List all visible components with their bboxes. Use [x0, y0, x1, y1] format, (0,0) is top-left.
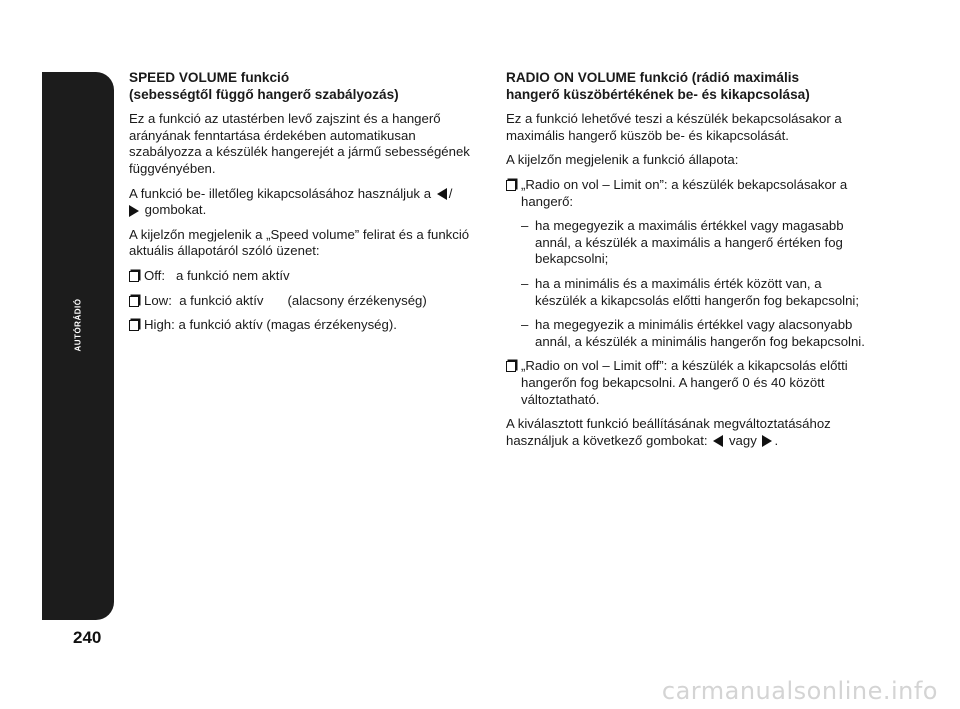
option-text: a funkció aktív (magas érzékenység). [178, 317, 397, 333]
option-text: a funkció aktív [179, 292, 264, 308]
option-key: Off: [144, 267, 166, 283]
dash-mark: – [521, 317, 529, 333]
speed-volume-heading [129, 70, 489, 103]
checkbox-bullet-icon [506, 180, 516, 191]
status-item [506, 177, 866, 210]
paragraph [506, 416, 866, 449]
option-text: a funkció nem aktív [176, 267, 290, 283]
status-text: „Radio on vol – Limit on”: a készülék bekapcsolásakor a hangerő: [521, 176, 848, 209]
option-key: Low: [144, 292, 172, 308]
paragraph [129, 186, 489, 219]
watermark: carmanualsonline.info [661, 677, 938, 705]
checkbox-bullet-icon [506, 361, 516, 372]
text: A kiválasztott funkció beállításának megváltoztatásához használjuk a következő gombokat: [506, 416, 831, 448]
status-item [506, 358, 866, 408]
heading-line: hangerő küszöbértékének be- és kikapcsolása) [506, 86, 810, 102]
dash-item [506, 276, 866, 309]
dash-item [506, 317, 866, 350]
right-column [506, 70, 866, 457]
triangle-left-icon [713, 435, 723, 447]
checkbox-bullet-icon [129, 320, 139, 331]
heading-line: SPEED VOLUME funkció [129, 70, 290, 85]
paragraph: A kijelzőn megjelenik a funkció állapota: [506, 152, 739, 168]
paragraph: A kijelzőn megjelenik a „Speed volume” felirat és a funkció aktuális állapotáról szóló üzenet: [129, 226, 470, 259]
text: gombokat. [144, 202, 207, 218]
triangle-left-icon [437, 188, 447, 200]
dash-mark: – [521, 218, 529, 234]
left-column [129, 70, 489, 342]
text: vagy [728, 432, 757, 448]
radio-on-volume-heading [506, 70, 866, 103]
text: . [774, 432, 779, 448]
checkbox-bullet-icon [129, 296, 139, 307]
dash-mark: – [521, 275, 529, 291]
dash-text: ha a minimális és a maximális érték között van, a készülék a kikapcsolás előtti hangerőn fog bekapcsolni; [535, 275, 860, 308]
text: / [448, 185, 453, 201]
section-label: AUTÓRÁDIÓ [73, 298, 83, 352]
option-item [129, 317, 489, 334]
dash-item [506, 218, 866, 268]
text: A funkció be- illetőleg kikapcsolásához használjuk a [129, 185, 432, 201]
option-key: High: [144, 317, 175, 333]
dash-text: ha megegyezik a maximális értékkel vagy magasabb annál, a készülék a maximális a hangerő értéken fog bekapcsolni; [535, 218, 844, 267]
heading-line: (sebességtől függő hangerő szabályozás) [129, 86, 399, 102]
checkbox-bullet-icon [129, 271, 139, 282]
heading-line: RADIO ON VOLUME funkció (rádió maximális [506, 70, 800, 85]
status-text: „Radio on vol – Limit off”: a készülék a kikapcsolás előtti hangerőn fog bekapcsolni. A hangerő 0 és 40 között változtatható. [521, 358, 848, 407]
dash-text: ha megegyezik a minimális értékkel vagy alacsonyabb annál, a készülék a minimális hangerőn fog bekapcsolni. [535, 317, 865, 349]
triangle-right-icon [129, 205, 139, 217]
option-item [129, 268, 489, 285]
option-extra: (alacsony érzékenység) [287, 292, 427, 308]
paragraph: Ez a funkció az utastérben levő zajszint és a hangerő arányának fenntartása érdekében automatikusan szabályozza a készülék hangerejét a jármű sebességének függvényében. [129, 111, 470, 176]
triangle-right-icon [762, 435, 772, 447]
page-number: 240 [73, 628, 102, 647]
paragraph: Ez a funkció lehetővé teszi a készülék bekapcsolásakor a maximális hangerő küszöb be- és kikapcsolását. [506, 111, 842, 143]
option-item [129, 293, 489, 310]
